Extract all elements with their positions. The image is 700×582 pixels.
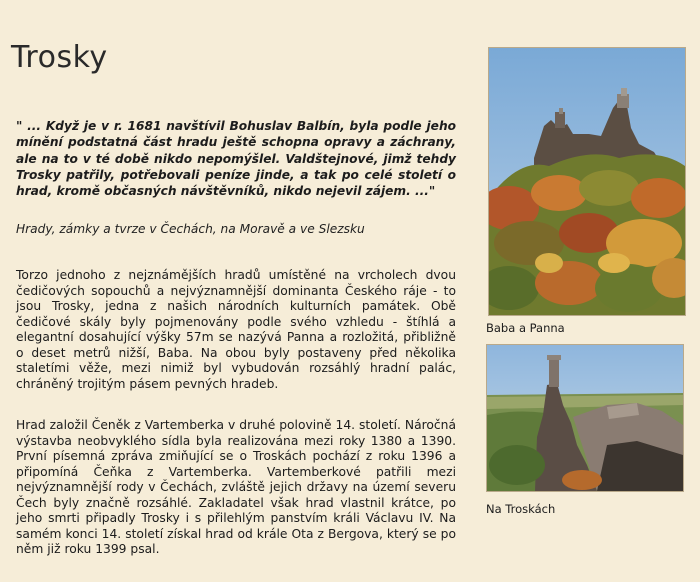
page-title: Trosky [11, 40, 108, 75]
quote-text: " ... Když je v r. 1681 navštívil Bohuslav Balbín, byla podle jeho mínění podstatná část hradu ještě schopna opravy a záchrany, ale na to v té době nikdo nepomýšlel. Valdštejnové, jimž tehdy Trosky patřily, potřebovali peníze jinde, a tak po celé století o hrad, kromě občasných návštěvníků, nikdo nejevil zájem. ..." [16, 119, 456, 199]
castle-photo-panorama [486, 344, 684, 492]
figure-baba-a-panna [486, 47, 686, 335]
figure-caption: Baba a Panna [486, 321, 565, 335]
figure-na-troskach [486, 344, 684, 516]
castle-photo-autumn [488, 47, 686, 316]
paragraph: Torzo jednoho z nejznámějších hradů umístěné na vrcholech dvou čedičových sopouchů a nejvýznamnější dominanta Českého ráje - to jsou Trosky, jedna z našich národních kulturních památek. Obě čedičové skály byly pojmenovány podle svého vzhledu - štíhlá a elegantní dosahující výšky 57m se nazývá Panna a rozložitá, přibližně o deset metrů nižší, Baba. Na obou byly postaveny před několika staletími věže, mezi nimiž byl vybudován rozsáhlý hradní palác, chráněný trojitým pásem pevných hradeb. [16, 268, 456, 391]
quote-source: Hrady, zámky a tvrze v Čechách, na Moravě a ve Slezsku [16, 222, 365, 236]
paragraph: Hrad založil Čeněk z Vartemberka v druhé polovině 14. století. Náročná výstavba neobvyklého sídla byla realizována mezi roky 1380 a 1390. První písemná zpráva zmiňující se o Troskách pochází z roku 1396 a připomíná Čeňka z Vartemberka. Vartemberkové patřili mezi nejvýznamnější rody v Čechách, zvláště jejich državy na území severu Čech byly značně rozsáhlé. Zakladatel však hrad vlastnil krátce, po jeho smrti připadly Trosky i s přilehlým panstvím králi Václavu IV. Na samém konci 14. století získal hrad od krále Ota z Bergova, který se po něm již roku 1399 psal. [16, 418, 456, 556]
figure-caption: Na Troskách [486, 502, 556, 516]
